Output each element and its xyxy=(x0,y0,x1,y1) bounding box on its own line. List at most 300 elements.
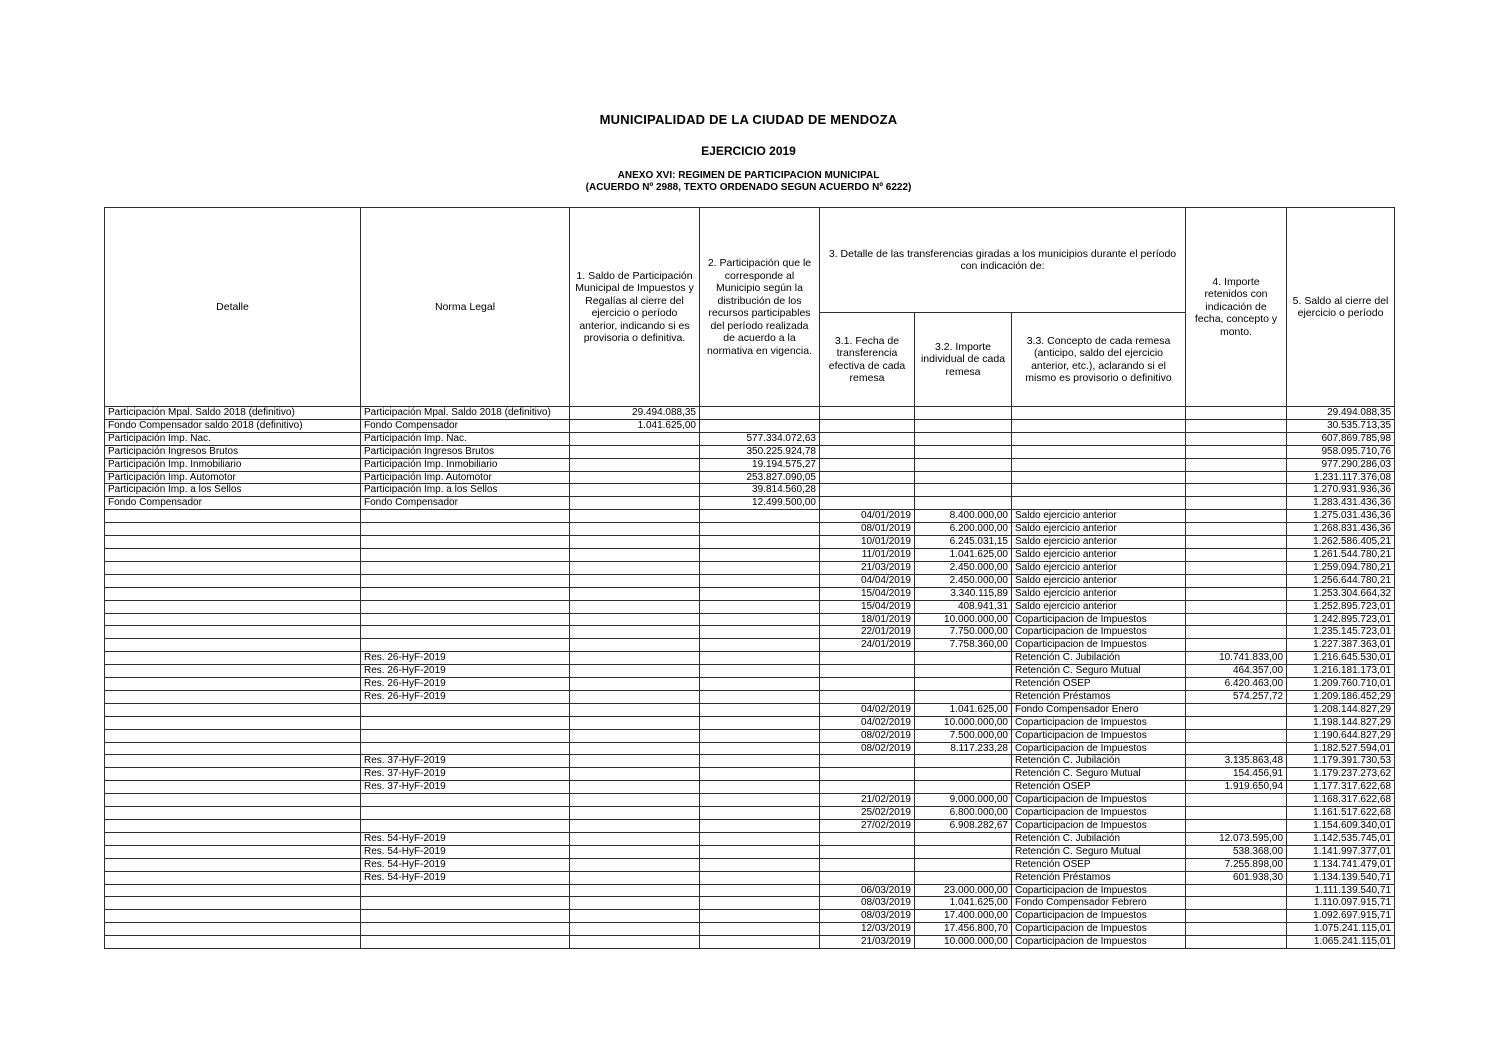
cell-participacion xyxy=(700,536,820,549)
cell-concepto-remesa: Retención C. Jubilación xyxy=(1012,832,1186,845)
cell-participacion: 12.499.500,00 xyxy=(700,497,820,510)
cell-norma-legal xyxy=(361,600,570,613)
cell-fecha-remesa xyxy=(820,445,915,458)
cell-saldo-anterior xyxy=(570,613,700,626)
cell-saldo-cierre: 1.190.644.827,29 xyxy=(1287,729,1395,742)
cell-importe-remesa: 10.000.000,00 xyxy=(915,613,1012,626)
cell-importe-remesa xyxy=(915,497,1012,510)
cell-norma-legal xyxy=(361,703,570,716)
cell-saldo-anterior xyxy=(570,626,700,639)
cell-fecha-remesa xyxy=(820,845,915,858)
table-row xyxy=(105,910,1395,923)
cell-fecha-remesa: 11/01/2019 xyxy=(820,548,915,561)
cell-saldo-anterior xyxy=(570,574,700,587)
cell-saldo-cierre: 1.268.831.436,36 xyxy=(1287,523,1395,536)
cell-norma-legal: Res. 26-HyF-2019 xyxy=(361,678,570,691)
cell-participacion xyxy=(700,703,820,716)
cell-concepto-remesa: Retención Préstamos xyxy=(1012,871,1186,884)
cell-saldo-anterior xyxy=(570,845,700,858)
cell-importe-remesa: 6.800.000,00 xyxy=(915,807,1012,820)
cell-norma-legal xyxy=(361,794,570,807)
cell-detalle xyxy=(105,858,361,871)
cell-concepto-remesa: Retención OSEP xyxy=(1012,858,1186,871)
cell-saldo-anterior xyxy=(570,871,700,884)
cell-fecha-remesa: 08/02/2019 xyxy=(820,742,915,755)
cell-concepto-remesa: Coparticipacion de Impuestos xyxy=(1012,910,1186,923)
cell-importe-retenido xyxy=(1186,471,1287,484)
cell-saldo-cierre: 1.168.317.622,68 xyxy=(1287,794,1395,807)
cell-concepto-remesa: Coparticipacion de Impuestos xyxy=(1012,716,1186,729)
cell-detalle xyxy=(105,781,361,794)
cell-detalle xyxy=(105,742,361,755)
cell-norma-legal xyxy=(361,626,570,639)
cell-saldo-anterior xyxy=(570,665,700,678)
cell-detalle xyxy=(105,716,361,729)
cell-importe-remesa xyxy=(915,858,1012,871)
cell-importe-remesa xyxy=(915,845,1012,858)
cell-fecha-remesa xyxy=(820,484,915,497)
cell-concepto-remesa: Coparticipacion de Impuestos xyxy=(1012,807,1186,820)
cell-fecha-remesa: 21/03/2019 xyxy=(820,936,915,949)
cell-importe-remesa: 10.000.000,00 xyxy=(915,716,1012,729)
col-header-importe-retenidos: 4. Importe retenidos con indicación de fecha, concepto y monto. xyxy=(1186,208,1287,407)
cell-saldo-cierre: 1.216.181.173,01 xyxy=(1287,665,1395,678)
table-row xyxy=(105,832,1395,845)
cell-saldo-cierre: 1.283.431.436,36 xyxy=(1287,497,1395,510)
cell-participacion xyxy=(700,768,820,781)
cell-detalle xyxy=(105,523,361,536)
cell-concepto-remesa: Retención C. Jubilación xyxy=(1012,652,1186,665)
cell-participacion xyxy=(700,871,820,884)
cell-importe-retenido: 7.255.898,00 xyxy=(1186,858,1287,871)
cell-norma-legal xyxy=(361,742,570,755)
cell-saldo-anterior xyxy=(570,820,700,833)
cell-importe-retenido xyxy=(1186,561,1287,574)
cell-detalle: Participación Ingresos Brutos xyxy=(105,445,361,458)
cell-norma-legal xyxy=(361,716,570,729)
cell-saldo-anterior xyxy=(570,471,700,484)
table-row xyxy=(105,716,1395,729)
cell-saldo-cierre: 1.261.544.780,21 xyxy=(1287,548,1395,561)
cell-norma-legal xyxy=(361,574,570,587)
cell-importe-retenido xyxy=(1186,910,1287,923)
table-row xyxy=(105,703,1395,716)
cell-saldo-anterior xyxy=(570,716,700,729)
cell-saldo-cierre: 958.095.710,76 xyxy=(1287,445,1395,458)
cell-participacion xyxy=(700,884,820,897)
cell-saldo-anterior xyxy=(570,794,700,807)
cell-importe-retenido xyxy=(1186,432,1287,445)
cell-norma-legal xyxy=(361,729,570,742)
cell-importe-remesa xyxy=(915,781,1012,794)
table-row xyxy=(105,639,1395,652)
cell-fecha-remesa xyxy=(820,432,915,445)
cell-importe-retenido xyxy=(1186,548,1287,561)
cell-fecha-remesa xyxy=(820,768,915,781)
cell-fecha-remesa xyxy=(820,832,915,845)
cell-concepto-remesa: Retención Préstamos xyxy=(1012,690,1186,703)
cell-saldo-anterior xyxy=(570,703,700,716)
cell-participacion xyxy=(700,600,820,613)
table-row xyxy=(105,690,1395,703)
cell-saldo-cierre: 1.161.517.622,68 xyxy=(1287,807,1395,820)
cell-saldo-cierre: 1.270.931.936,36 xyxy=(1287,484,1395,497)
cell-detalle xyxy=(105,536,361,549)
cell-saldo-anterior xyxy=(570,923,700,936)
cell-concepto-remesa: Coparticipacion de Impuestos xyxy=(1012,729,1186,742)
cell-norma-legal xyxy=(361,923,570,936)
cell-saldo-cierre: 1.179.237.273,62 xyxy=(1287,768,1395,781)
cell-saldo-anterior xyxy=(570,587,700,600)
cell-importe-retenido xyxy=(1186,613,1287,626)
cell-norma-legal xyxy=(361,523,570,536)
cell-saldo-anterior xyxy=(570,432,700,445)
cell-concepto-remesa: Retención C. Jubilación xyxy=(1012,755,1186,768)
cell-participacion xyxy=(700,652,820,665)
table-row xyxy=(105,665,1395,678)
cell-importe-remesa: 8.117.233,28 xyxy=(915,742,1012,755)
table-row xyxy=(105,561,1395,574)
cell-norma-legal: Participación Mpal. Saldo 2018 (definitivo) xyxy=(361,407,570,420)
cell-importe-retenido: 6.420.463,00 xyxy=(1186,678,1287,691)
cell-concepto-remesa: Retención C. Seguro Mutual xyxy=(1012,768,1186,781)
cell-participacion xyxy=(700,626,820,639)
cell-importe-retenido xyxy=(1186,419,1287,432)
cell-fecha-remesa: 18/01/2019 xyxy=(820,613,915,626)
cell-fecha-remesa xyxy=(820,471,915,484)
cell-importe-remesa: 17.400.000,00 xyxy=(915,910,1012,923)
cell-saldo-cierre: 1.111.139.540,71 xyxy=(1287,884,1395,897)
cell-participacion xyxy=(700,858,820,871)
cell-detalle xyxy=(105,548,361,561)
table-row xyxy=(105,755,1395,768)
cell-saldo-anterior xyxy=(570,690,700,703)
cell-participacion xyxy=(700,820,820,833)
cell-saldo-anterior xyxy=(570,884,700,897)
cell-saldo-anterior xyxy=(570,523,700,536)
cell-participacion xyxy=(700,690,820,703)
cell-detalle xyxy=(105,587,361,600)
cell-saldo-cierre: 29.494.088,35 xyxy=(1287,407,1395,420)
cell-saldo-anterior: 1.041.625,00 xyxy=(570,419,700,432)
cell-detalle xyxy=(105,910,361,923)
cell-concepto-remesa: Coparticipacion de Impuestos xyxy=(1012,936,1186,949)
cell-fecha-remesa: 10/01/2019 xyxy=(820,536,915,549)
table-row xyxy=(105,497,1395,510)
cell-saldo-anterior xyxy=(570,652,700,665)
cell-fecha-remesa: 27/02/2019 xyxy=(820,820,915,833)
cell-saldo-cierre: 1.252.895.723,01 xyxy=(1287,600,1395,613)
col-header-importe-remesa: 3.2. Importe individual de cada remesa xyxy=(915,313,1012,407)
cell-fecha-remesa: 22/01/2019 xyxy=(820,626,915,639)
cell-norma-legal: Res. 26-HyF-2019 xyxy=(361,652,570,665)
cell-importe-retenido xyxy=(1186,936,1287,949)
cell-norma-legal: Res. 37-HyF-2019 xyxy=(361,781,570,794)
cell-fecha-remesa xyxy=(820,871,915,884)
cell-detalle xyxy=(105,755,361,768)
cell-concepto-remesa: Coparticipacion de Impuestos xyxy=(1012,639,1186,652)
cell-saldo-cierre: 1.259.094.780,21 xyxy=(1287,561,1395,574)
table-row xyxy=(105,884,1395,897)
cell-saldo-anterior xyxy=(570,510,700,523)
cell-participacion xyxy=(700,561,820,574)
cell-importe-remesa: 408.941,31 xyxy=(915,600,1012,613)
cell-norma-legal xyxy=(361,587,570,600)
cell-importe-remesa xyxy=(915,458,1012,471)
cell-importe-retenido xyxy=(1186,897,1287,910)
cell-importe-remesa xyxy=(915,652,1012,665)
cell-norma-legal xyxy=(361,536,570,549)
cell-saldo-cierre: 1.110.097.915,71 xyxy=(1287,897,1395,910)
table-row xyxy=(105,936,1395,949)
cell-participacion xyxy=(700,794,820,807)
cell-fecha-remesa xyxy=(820,755,915,768)
cell-concepto-remesa: Saldo ejercicio anterior xyxy=(1012,574,1186,587)
cell-saldo-cierre: 1.235.145.723,01 xyxy=(1287,626,1395,639)
cell-importe-retenido xyxy=(1186,510,1287,523)
page-subtitle-ejercicio: EJERCICIO 2019 xyxy=(701,144,796,158)
cell-concepto-remesa: Saldo ejercicio anterior xyxy=(1012,536,1186,549)
cell-saldo-cierre: 1.256.644.780,21 xyxy=(1287,574,1395,587)
cell-participacion xyxy=(700,832,820,845)
cell-norma-legal xyxy=(361,820,570,833)
cell-concepto-remesa xyxy=(1012,484,1186,497)
col-header-saldo-cierre: 5. Saldo al cierre del ejercicio o período xyxy=(1287,208,1395,407)
cell-norma-legal xyxy=(361,884,570,897)
cell-importe-remesa xyxy=(915,678,1012,691)
cell-importe-remesa: 1.041.625,00 xyxy=(915,897,1012,910)
cell-detalle: Fondo Compensador saldo 2018 (definitivo) xyxy=(105,419,361,432)
cell-importe-remesa xyxy=(915,832,1012,845)
cell-importe-retenido xyxy=(1186,923,1287,936)
cell-importe-retenido xyxy=(1186,407,1287,420)
cell-saldo-cierre: 1.179.391.730,53 xyxy=(1287,755,1395,768)
cell-saldo-anterior xyxy=(570,600,700,613)
cell-fecha-remesa: 25/02/2019 xyxy=(820,807,915,820)
table-row xyxy=(105,820,1395,833)
cell-norma-legal xyxy=(361,561,570,574)
cell-saldo-cierre: 1.141.997.377,01 xyxy=(1287,845,1395,858)
cell-detalle xyxy=(105,626,361,639)
cell-participacion xyxy=(700,845,820,858)
col-header-norma-legal: Norma Legal xyxy=(361,208,570,407)
cell-saldo-anterior xyxy=(570,807,700,820)
cell-participacion xyxy=(700,587,820,600)
cell-participacion xyxy=(700,781,820,794)
table-row xyxy=(105,781,1395,794)
cell-norma-legal xyxy=(361,639,570,652)
cell-importe-retenido: 464.357,00 xyxy=(1186,665,1287,678)
cell-concepto-remesa: Saldo ejercicio anterior xyxy=(1012,561,1186,574)
cell-fecha-remesa: 21/02/2019 xyxy=(820,794,915,807)
cell-concepto-remesa xyxy=(1012,407,1186,420)
table-row xyxy=(105,445,1395,458)
cell-saldo-anterior: 29.494.088,35 xyxy=(570,407,700,420)
cell-saldo-anterior xyxy=(570,832,700,845)
col-header-detalle: Detalle xyxy=(105,208,361,407)
cell-fecha-remesa xyxy=(820,497,915,510)
cell-participacion xyxy=(700,510,820,523)
cell-norma-legal: Participación Imp. Automotor xyxy=(361,471,570,484)
cell-concepto-remesa: Saldo ejercicio anterior xyxy=(1012,510,1186,523)
cell-importe-remesa xyxy=(915,419,1012,432)
cell-detalle xyxy=(105,807,361,820)
cell-fecha-remesa: 04/04/2019 xyxy=(820,574,915,587)
cell-importe-retenido xyxy=(1186,729,1287,742)
cell-concepto-remesa: Saldo ejercicio anterior xyxy=(1012,587,1186,600)
table-row xyxy=(105,845,1395,858)
cell-participacion: 39.814.560,28 xyxy=(700,484,820,497)
cell-norma-legal xyxy=(361,897,570,910)
cell-fecha-remesa xyxy=(820,690,915,703)
table-row xyxy=(105,652,1395,665)
cell-norma-legal xyxy=(361,613,570,626)
cell-fecha-remesa: 04/02/2019 xyxy=(820,716,915,729)
cell-saldo-anterior xyxy=(570,910,700,923)
col-header-participacion: 2. Participación que le corresponde al Municipio según la distribución de los recursos participables del período realizada de acuerdo a la normativa en vigencia. xyxy=(700,208,820,407)
table-row xyxy=(105,587,1395,600)
participacion-municipal-table xyxy=(104,207,1395,949)
cell-importe-retenido xyxy=(1186,574,1287,587)
table-row xyxy=(105,626,1395,639)
cell-saldo-cierre: 1.242.895.723,01 xyxy=(1287,613,1395,626)
cell-concepto-remesa xyxy=(1012,471,1186,484)
cell-detalle xyxy=(105,884,361,897)
table-row xyxy=(105,678,1395,691)
cell-importe-remesa: 10.000.000,00 xyxy=(915,936,1012,949)
cell-concepto-remesa: Fondo Compensador Febrero xyxy=(1012,897,1186,910)
col-header-concepto-remesa: 3.3. Concepto de cada remesa (anticipo, saldo del ejercicio anterior, etc.), aclarando si el mismo es provisorio o definitivo xyxy=(1012,313,1186,407)
cell-importe-retenido: 10.741.833,00 xyxy=(1186,652,1287,665)
cell-fecha-remesa: 08/03/2019 xyxy=(820,897,915,910)
cell-saldo-cierre: 1.092.697.915,71 xyxy=(1287,910,1395,923)
cell-importe-retenido xyxy=(1186,536,1287,549)
cell-detalle xyxy=(105,510,361,523)
cell-norma-legal: Res. 37-HyF-2019 xyxy=(361,755,570,768)
cell-importe-retenido xyxy=(1186,884,1287,897)
cell-detalle xyxy=(105,897,361,910)
table-row xyxy=(105,742,1395,755)
cell-participacion xyxy=(700,716,820,729)
cell-participacion xyxy=(700,407,820,420)
cell-saldo-cierre: 1.177.317.622,68 xyxy=(1287,781,1395,794)
cell-importe-remesa xyxy=(915,407,1012,420)
cell-detalle xyxy=(105,665,361,678)
cell-norma-legal: Fondo Compensador xyxy=(361,419,570,432)
cell-participacion xyxy=(700,574,820,587)
col-header-transferencias: 3. Detalle de las transferencias giradas a los municipios durante el período con indicación de: xyxy=(820,208,1186,313)
cell-fecha-remesa xyxy=(820,652,915,665)
cell-importe-retenido xyxy=(1186,523,1287,536)
cell-importe-retenido xyxy=(1186,820,1287,833)
cell-norma-legal: Res. 37-HyF-2019 xyxy=(361,768,570,781)
cell-participacion xyxy=(700,742,820,755)
table-row xyxy=(105,484,1395,497)
table-row xyxy=(105,871,1395,884)
cell-importe-remesa: 9.000.000,00 xyxy=(915,794,1012,807)
cell-norma-legal xyxy=(361,548,570,561)
cell-concepto-remesa: Coparticipacion de Impuestos xyxy=(1012,742,1186,755)
cell-norma-legal: Res. 54-HyF-2019 xyxy=(361,871,570,884)
cell-detalle xyxy=(105,703,361,716)
table-body xyxy=(105,407,1395,949)
cell-importe-remesa: 7.750.000,00 xyxy=(915,626,1012,639)
cell-importe-remesa xyxy=(915,471,1012,484)
cell-participacion xyxy=(700,936,820,949)
cell-detalle xyxy=(105,561,361,574)
cell-saldo-anterior xyxy=(570,742,700,755)
cell-importe-retenido: 12.073.595,00 xyxy=(1186,832,1287,845)
cell-fecha-remesa: 24/01/2019 xyxy=(820,639,915,652)
cell-importe-retenido xyxy=(1186,807,1287,820)
cell-saldo-cierre: 1.275.031.436,36 xyxy=(1287,510,1395,523)
cell-participacion xyxy=(700,897,820,910)
cell-saldo-anterior xyxy=(570,858,700,871)
cell-norma-legal: Fondo Compensador xyxy=(361,497,570,510)
cell-importe-remesa: 6.200.000,00 xyxy=(915,523,1012,536)
cell-saldo-cierre: 1.198.144.827,29 xyxy=(1287,716,1395,729)
cell-participacion xyxy=(700,678,820,691)
cell-detalle xyxy=(105,574,361,587)
cell-saldo-anterior xyxy=(570,755,700,768)
cell-fecha-remesa xyxy=(820,419,915,432)
table-row xyxy=(105,510,1395,523)
cell-detalle xyxy=(105,923,361,936)
cell-participacion: 350.225.924,78 xyxy=(700,445,820,458)
table-row xyxy=(105,858,1395,871)
cell-saldo-cierre: 1.209.186.452,29 xyxy=(1287,690,1395,703)
cell-detalle: Participación Imp. Nac. xyxy=(105,432,361,445)
cell-norma-legal: Participación Imp. a los Sellos xyxy=(361,484,570,497)
page-subtitle-acuerdo: (ACUERDO Nº 2988, TEXTO ORDENADO SEGUN ACUERDO Nº 6222) xyxy=(585,182,912,193)
cell-detalle xyxy=(105,820,361,833)
cell-fecha-remesa: 08/02/2019 xyxy=(820,729,915,742)
cell-importe-remesa: 7.758.360,00 xyxy=(915,639,1012,652)
cell-concepto-remesa: Coparticipacion de Impuestos xyxy=(1012,884,1186,897)
table-row xyxy=(105,523,1395,536)
page-title: MUNICIPALIDAD DE LA CIUDAD DE MENDOZA xyxy=(599,112,898,127)
cell-participacion xyxy=(700,910,820,923)
cell-fecha-remesa: 06/03/2019 xyxy=(820,884,915,897)
cell-concepto-remesa xyxy=(1012,432,1186,445)
cell-fecha-remesa: 08/03/2019 xyxy=(820,910,915,923)
cell-saldo-cierre: 1.216.645.530,01 xyxy=(1287,652,1395,665)
table-row xyxy=(105,536,1395,549)
cell-fecha-remesa: 04/01/2019 xyxy=(820,510,915,523)
cell-saldo-cierre: 1.065.241.115,01 xyxy=(1287,936,1395,949)
cell-saldo-cierre: 1.227.387.363,01 xyxy=(1287,639,1395,652)
cell-norma-legal: Participación Imp. Inmobiliario xyxy=(361,458,570,471)
page-subtitle-anexo: ANEXO XVI: REGIMEN DE PARTICIPACION MUNICIPAL xyxy=(617,170,880,181)
cell-fecha-remesa xyxy=(820,665,915,678)
cell-participacion: 19.194.575,27 xyxy=(700,458,820,471)
cell-saldo-anterior xyxy=(570,781,700,794)
cell-saldo-cierre: 1.209.760.710,01 xyxy=(1287,678,1395,691)
cell-concepto-remesa: Retención C. Seguro Mutual xyxy=(1012,665,1186,678)
cell-saldo-cierre: 1.142.535.745,01 xyxy=(1287,832,1395,845)
table-row xyxy=(105,458,1395,471)
table-row xyxy=(105,794,1395,807)
cell-importe-remesa: 1.041.625,00 xyxy=(915,703,1012,716)
cell-importe-retenido xyxy=(1186,484,1287,497)
cell-detalle xyxy=(105,729,361,742)
cell-detalle: Participación Imp. Inmobiliario xyxy=(105,458,361,471)
cell-importe-remesa: 6.908.282,67 xyxy=(915,820,1012,833)
cell-detalle xyxy=(105,613,361,626)
cell-saldo-cierre: 1.182.527.594,01 xyxy=(1287,742,1395,755)
cell-fecha-remesa: 08/01/2019 xyxy=(820,523,915,536)
cell-detalle xyxy=(105,678,361,691)
